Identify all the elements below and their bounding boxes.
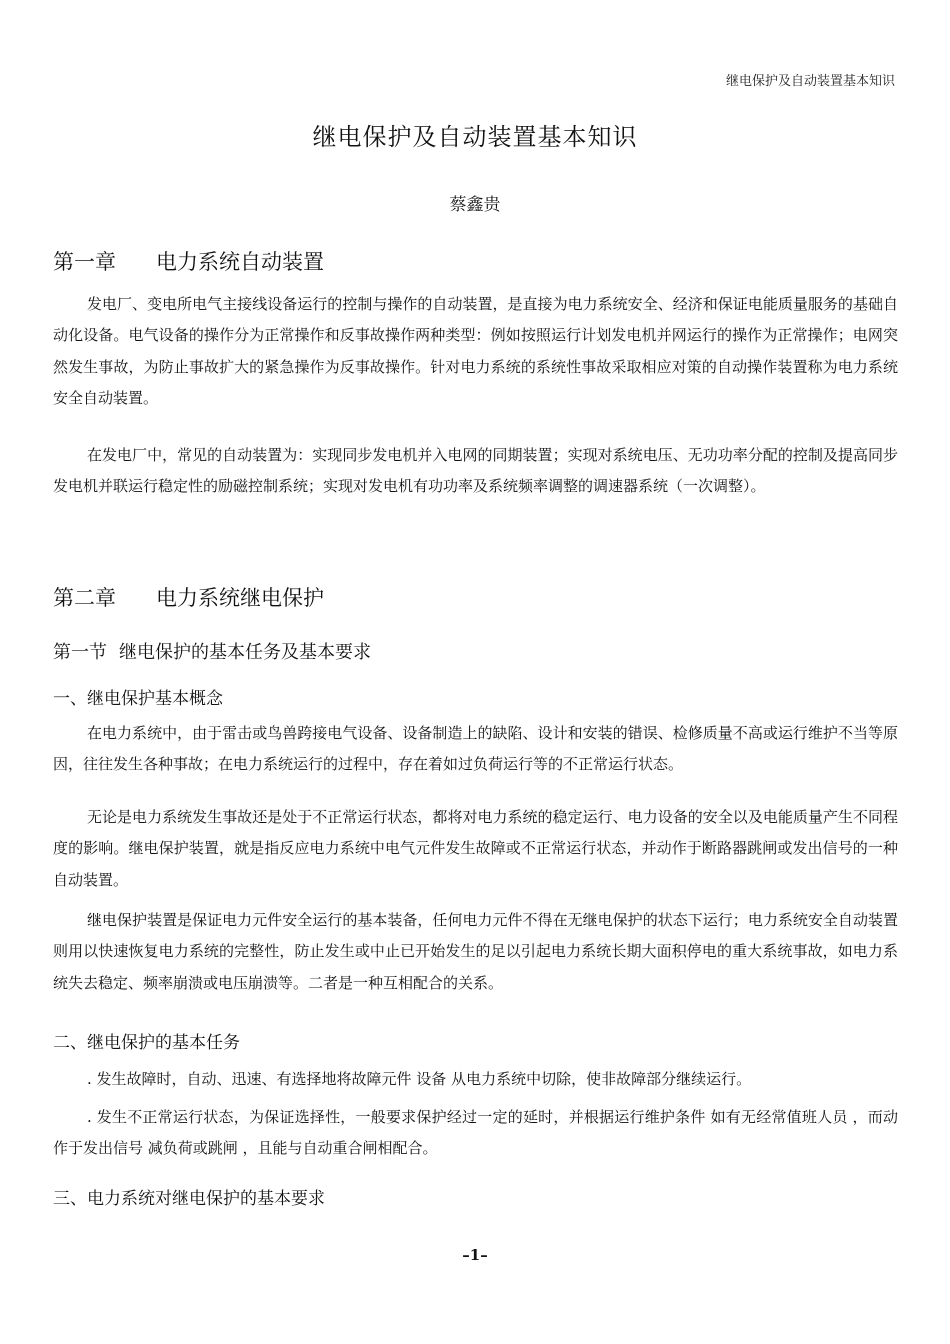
chapter-1-paragraph-2: 在发电厂中，常见的自动装置为：实现同步发电机并入电网的同期装置；实现对系统电压、无功功率分配的控制及提高同步发电机并联运行稳定性的励磁控制系统；实现对发电机有功功率及系统频率调整的调速器系统（一次调整）。 [53,446,898,496]
chapter-2-heading [53,582,898,612]
chapter-1-title: 电力系统自动装置 [156,250,324,274]
chapter-1-heading [53,246,898,276]
chapter-2-title: 电力系统继电保护 [156,586,324,610]
section-1-heading [53,638,898,664]
document-title: 继电保护及自动装置基本知识 [312,123,638,151]
part-1-heading: 一、继电保护基本概念 [53,689,223,709]
chapter-1-number: 第一章 [53,250,116,274]
part-1-paragraph-3: 继电保护装置是保证电力元件安全运行的基本装备，任何电力元件不得在无继电保护的状态下运行；电力系统安全自动装置则用以快速恢复电力系统的完整性，防止发生或中止已开始发生的足以引起电力系统长期大面积停电的重大系统事故，如电力系统失去稳定、频率崩溃或电压崩溃等。二者是一种互相配合的关系。 [53,911,898,992]
part-2-heading: 二、继电保护的基本任务 [53,1033,240,1053]
part-1-paragraph-1: 在电力系统中，由于雷击或鸟兽跨接电气设备、设备制造上的缺陷、设计和安装的错误、检修质量不高或运行维护不当等原因，往往发生各种事故；在电力系统运行的过程中，存在着如过负荷运行等的不正常运行状态。 [53,724,898,774]
section-1-title: 继电保护的基本任务及基本要求 [119,642,371,663]
task-item-1: . 发生故障时，自动、迅速、有选择地将故障元件 设备 从电力系统中切除，使非故障部分继续运行。 [87,1070,752,1088]
part-3-heading: 三、电力系统对继电保护的基本要求 [53,1189,325,1209]
running-header: 继电保护及自动装置基本知识 [725,74,895,89]
chapter-1-paragraph-1: 发电厂、变电所电气主接线设备运行的控制与操作的自动装置，是直接为电力系统安全、经济和保证电能质量服务的基础自动化设备。电气设备的操作分为正常操作和反事故操作两种类型：例如按照运行计划发电机并网运行的操作为正常操作；电网突然发生事故，为防止事故扩大的紧急操作为反事故操作。针对电力系统的系统性事故采取相应对策的自动操作装置称为电力系统安全自动装置。 [53,295,898,408]
task-item-2: . 发生不正常运行状态，为保证选择性，一般要求保护经过一定的延时，并根据运行维护条件 如有无经常值班人员 ，而动作于发出信号 减负荷或跳闸 ，且能与自动重合闸相配合。 [53,1108,898,1158]
part-1-paragraph-2: 无论是电力系统发生事故还是处于不正常运行状态，都将对电力系统的稳定运行、电力设备的安全以及电能质量产生不同程度的影响。继电保护装置，就是指反应电力系统中电气元件发生故障或不正常运行状态，并动作于断路器跳闸或发出信号的一种自动装置。 [53,808,898,889]
chapter-2-number: 第二章 [53,586,116,610]
author-name: 蔡鑫贵 [449,195,501,215]
page-number: –1– [462,1246,488,1264]
section-1-number: 第一节 [53,642,107,663]
